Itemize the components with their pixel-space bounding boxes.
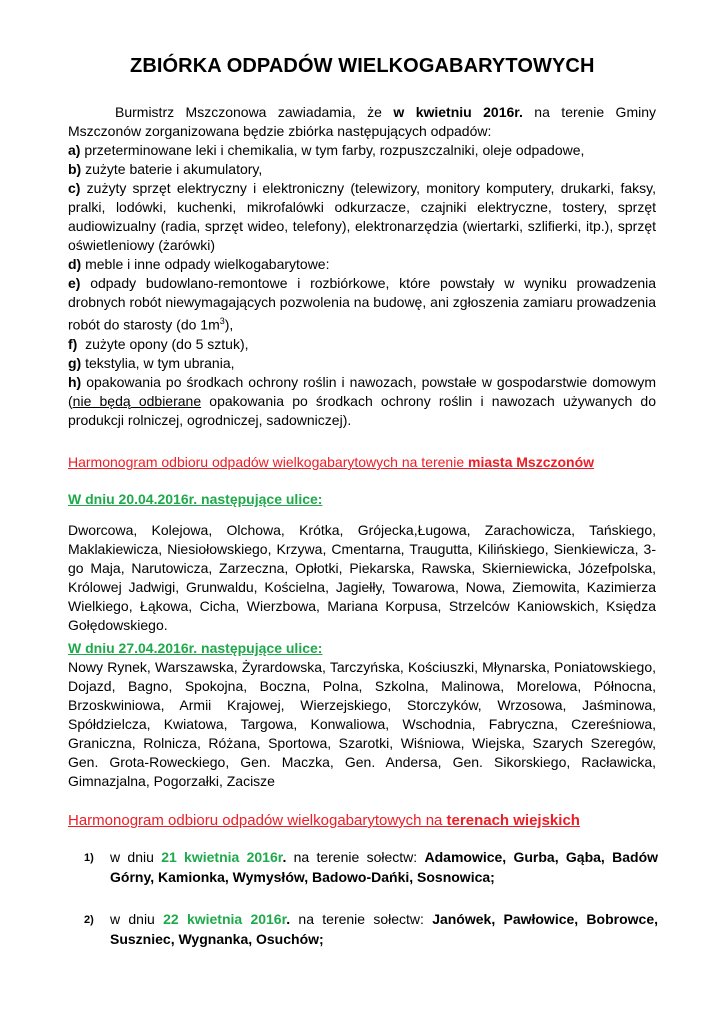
item-letter: g) [68,354,82,371]
heading-text: Harmonogram odbioru odpadów wielkogabarytowych na terenie [68,454,469,470]
item-dot: . [282,849,287,865]
item-number: 1) [84,852,94,864]
waste-item-g [68,354,656,373]
item-date: 22 kwietnia 2016r [163,911,287,927]
page-title: ZBIÓRKA ODPADÓW WIELKOGABARYTOWYCH [130,55,595,77]
list-item [84,909,658,949]
waste-item-b [68,160,656,179]
intro-section [68,103,656,430]
item-text: w dniu [110,849,162,865]
item-text: zużyty sprzęt elektryczny i elektroniczny (telewizory, monitory komputery, drukarki, faksy, pralki, lodówki, kuchenki, mikrofalówki odkurzacze, czajniki elektryczne, tostery, sprzęt audiowizualny (radia, sprzęt wideo, telefony), elektronarzędzia (wiertarki, szlifierki, itp.), sprzęt oświetleniowy (żarówki) [68,180,656,253]
waste-item-h [68,373,656,430]
city-streets-1: Dworcowa, Kolejowa, Olchowa, Krótka, Grójecka,Ługowa, Zarachowicza, Tańskiego, Maklakiewicza, Niesiołowskiego, Krzywa, Cmentarna, Traugutta, Kilińskiego, Sienkiewicza, 3-go Maja, Narutowicza, Zarzeczna, Opłotki, Piekarska, Rawska, Skierniewicka, Józefpolska, Królowej Jadwigi, Grunwaldu, Kościelna, Jagiełły, Towarowa, Nowa, Ziemowita, Kazimierza Wielkiego, Łąkowa, Cicha, Wierzbowa, Mariana Korpusa, Strzelców Kaniowskich, Księdza Gołędowskiego. [68,522,656,633]
item-text-end: ), [224,316,234,333]
item-villages: Janówek, Pawłowice, Bobrowce, Suszniec, Wygnanka, Osuchów; [110,911,659,947]
item-text: meble i inne odpady wielkogabarytowe: [81,256,330,272]
city-date-1: W dniu 20.04.2016r. następujące ulice: [68,491,323,507]
item-text: zużyte baterie i akumulatory, [81,161,263,177]
underlined-note: nie będą odbierane [72,392,202,409]
intro-month: w kwietniu 2016r. [393,104,523,120]
item-text: na terenie sołectw: [286,849,425,865]
item-number: 2) [84,914,94,926]
item-text: tekstylia, w tym ubrania, [81,354,235,371]
item-text: na terenie sołectw: [290,911,433,927]
item-letter: f) [68,335,78,352]
rural-schedule-heading [68,811,656,830]
city-schedule-heading [68,453,656,472]
heading-text: Harmonogram odbioru odpadów wielkogabarytowych na [68,812,447,829]
heading-city: miasta Mszczonów [468,454,595,470]
waste-item-d [68,255,656,274]
city-date-2: W dniu 27.04.2016r. następujące ulice: [68,640,323,656]
item-text: przeterminowane leki i chemikalia, w tym farby, rozpuszczalniki, oleje odpadowe, [80,142,585,158]
item-text: odpady budowlano-remontowe i rozbiórkowe, które powstały w wyniku prowadzenia drobnych robót niewymagających pozwolenia na budowę, ani zgłoszenia zamiaru prowadzenia robót do starosty (do 1m [68,275,656,333]
intro-text-end: na terenie Gminy Mszczonów zorganizowana będzie zbiórka następujących odpadów: [68,104,656,139]
item-letter: a) [68,142,81,158]
item-text: zużyte opony (do 5 sztuk), [77,335,249,352]
waste-item-f [68,335,656,354]
city-streets-2: Nowy Rynek, Warszawska, Żyrardowska, Tarczyńska, Kościuszki, Młynarska, Poniatowskiego, Dojazd, Bagno, Spokojna, Boczna, Polna, Szkolna, Malinowa, Morelowa, Północna, Brzoskwiniowa, Armii Krajowej, Wierzejskiego, Storczyków, Wrzosowa, Jaśminowa, Spółdzielcza, Kwiatowa, Targowa, Konwaliowa, Wschodnia, Fabryczna, Czereśniowa, Graniczna, Rolnicza, Różana, Sportowa, Szarotki, Wiśniowa, Wiejska, Szarych Szeregów, Gen. Grota-Roweckiego, Gen. Maczka, Gen. Andersa, Gen. Sikorskiego, Racławicka, Gimnazjalna, Pogorzałki, Zacisze [68,659,656,789]
superscript: 3 [219,316,225,326]
item-letter: e) [68,275,81,291]
list-item [84,847,658,887]
item-date: 21 kwietnia 2016r [161,849,283,865]
item-letter: d) [68,256,82,272]
intro-text: Burmistrz Mszczonowa zawiadamia, że [115,104,394,120]
item-villages: Adamowice, Gurba, Gąba, Badów Górny, Kamionka, Wymysłów, Badowo-Dańki, Sosnowica; [110,849,659,885]
item-letter: b) [68,161,82,177]
heading-rural: terenach wiejskich [446,812,580,829]
item-text: opakowania po środkach ochrony roślin i nawozach, powstałe w gospodarstwie domowym ( [68,373,656,409]
item-letter: h) [68,373,82,390]
item-text: w dniu [110,911,164,927]
item-text-end: opakowania po środkach ochrony roślin i nawozach używanych do produkcji rolniczej, ogrodniczej, sadowniczej). [68,392,656,428]
rural-schedule-list [84,847,658,949]
waste-item-c [68,179,656,255]
item-dot: . [286,911,291,927]
waste-item-e [68,274,656,335]
item-letter: c) [68,180,81,196]
waste-item-a [68,141,656,160]
intro-paragraph [68,103,656,141]
